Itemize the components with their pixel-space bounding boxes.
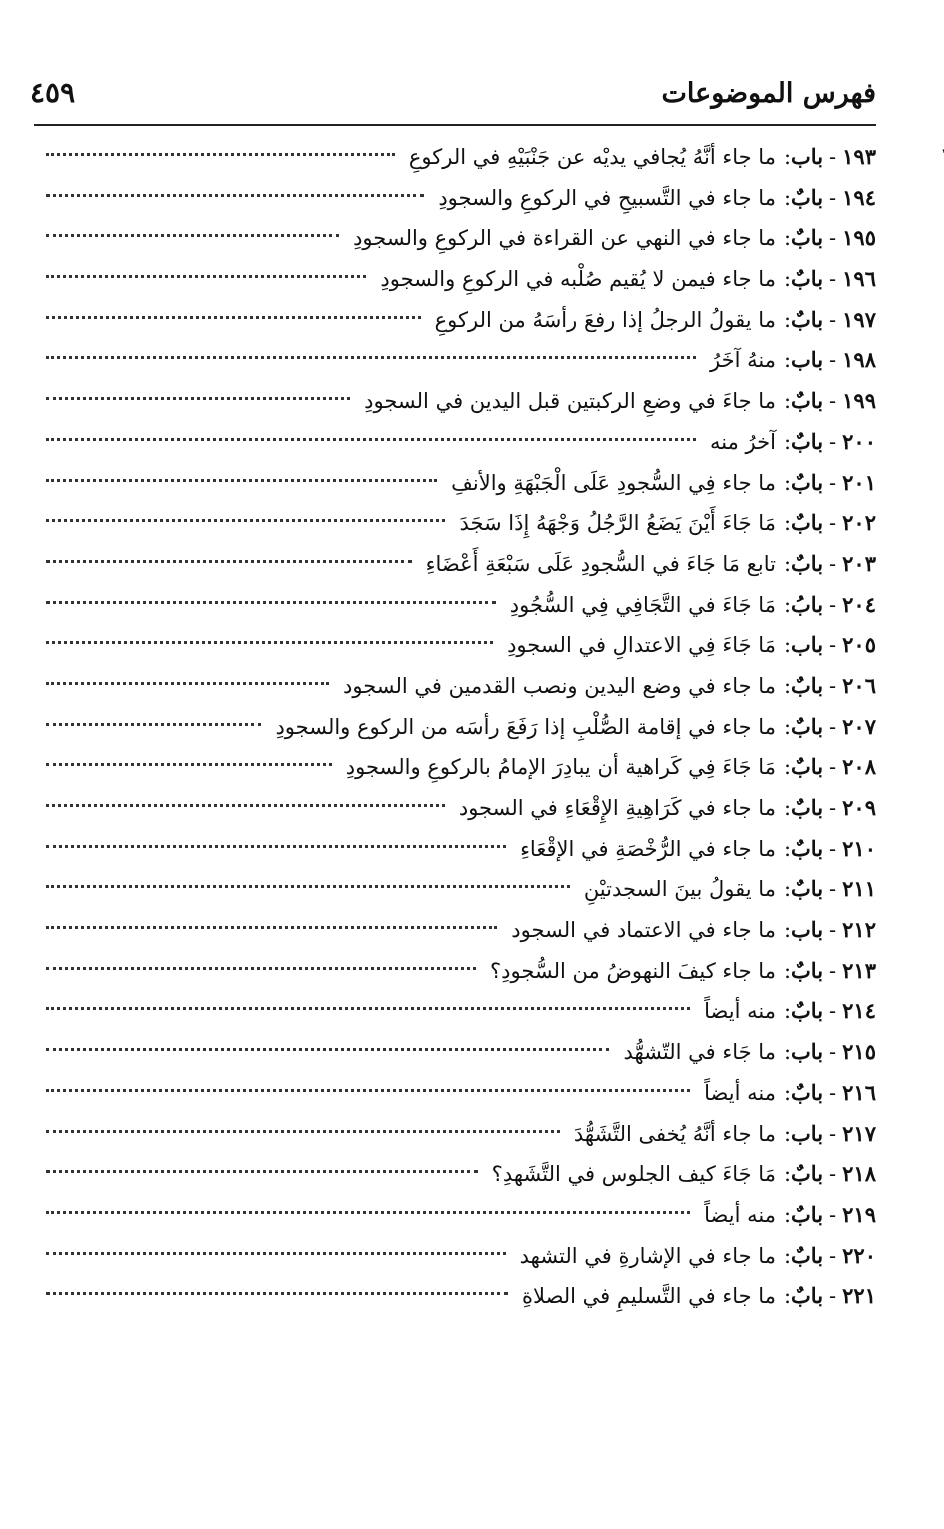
entry-separator: -: [829, 592, 837, 617]
entry-number: ٢٠٢: [842, 510, 876, 536]
entry-separator: -: [829, 511, 837, 536]
entry-title: ما جاءَ في وضعِ الركبتين قبل اليدين في السجودِ: [364, 389, 776, 414]
entry-separator: -: [829, 185, 837, 210]
entry-number: ٢٢٠: [842, 1242, 876, 1268]
entry-number: ٢١٤: [842, 998, 876, 1024]
entry-separator: -: [829, 796, 837, 820]
entry-chapter-label: بابٌ: [791, 876, 824, 902]
entry-colon: :: [783, 1284, 792, 1309]
entry-title: منه أيضاً: [704, 1080, 776, 1105]
entry-title: ما جاء كيفَ النهوضُ من السُّجودِ؟: [490, 958, 776, 983]
entry-title: ما جاء في النهي عن القراءة في الركوعِ والسجودِ: [353, 226, 776, 251]
entry-number: ٢٠٨: [842, 754, 876, 780]
entry-colon: :: [783, 673, 792, 698]
entry-number: ٢٠٠: [842, 428, 876, 454]
entry-number: ٢٢١: [842, 1283, 876, 1309]
entry-colon: :: [783, 389, 792, 414]
entry-separator: -: [829, 429, 837, 454]
entry-title: مَا جَاءَ فِي كَراهية أن يبادِرَ الإمامُ بالركوعِ والسجودِ: [345, 755, 776, 780]
entry-separator: -: [829, 1202, 837, 1227]
entry-chapter-label: بابُ: [791, 591, 824, 617]
entry-number: ١٩٣: [842, 144, 876, 169]
entry-colon: :: [783, 551, 792, 576]
entry-number: ١٩٧: [842, 306, 876, 332]
entry-chapter-label: باب: [791, 347, 824, 373]
entry-title: منه أيضاً: [704, 1202, 776, 1227]
entry-number: ٢٠٤: [842, 591, 876, 617]
entry-colon: :: [783, 918, 792, 943]
entry-number: ١٩٥: [842, 225, 876, 251]
entry-colon: :: [783, 1202, 792, 1227]
entry-chapter-label: بابٌ: [791, 1242, 824, 1268]
entry-title: مَا جَاءَ أَيْنَ يَضَعُ الرَّجُلُ وَجْهَهُ إِذَا سَجَدَ: [459, 511, 776, 536]
entry-colon: :: [783, 470, 792, 495]
entry-separator: -: [829, 267, 837, 292]
entry-chapter-label: بابٌ: [791, 1283, 824, 1309]
entry-number: ٢٠٩: [842, 795, 876, 820]
entry-title: ما جَاء في التّشهُّد: [623, 1040, 776, 1065]
entry-chapter-label: باب: [791, 917, 824, 943]
entry-title: ما جاء في وضع اليدين ونصب القدمين في السجود: [343, 673, 776, 698]
entry-number: ٢٠٥: [842, 632, 876, 658]
entry-number: ٢١٨: [842, 1161, 876, 1187]
entry-separator: -: [829, 877, 837, 902]
entry-number: ١٩٩: [842, 388, 876, 414]
entry-chapter-label: بابٌ: [791, 388, 824, 414]
entry-separator: -: [829, 1121, 837, 1146]
entry-title: ما جاء فيمن لا يُقيم صُلْبه في الركوعِ والسجودِ: [380, 267, 776, 292]
entry-title: تابع مَا جَاءَ في السُّجودِ عَلَى سَبْعَةِ أَعْضَاءِ: [425, 551, 776, 576]
toc-entry: [34, 1276, 876, 1317]
entry-chapter-label: بابٌ: [791, 1161, 824, 1187]
entry-colon: :: [783, 755, 792, 780]
entry-title: ما جاء فِي السُّجودِ عَلَى الْجَبْهَةِ والأنفِ: [451, 470, 776, 495]
entry-colon: :: [783, 1121, 792, 1146]
entry-chapter-label: بابٌ: [791, 835, 824, 861]
entry-colon: :: [783, 429, 792, 454]
entry-chapter-label: بابٌ: [791, 998, 824, 1024]
entry-number: ٢٠١: [842, 469, 876, 495]
entry-chapter-label: باب: [791, 1120, 824, 1146]
entry-chapter-label: باب: [791, 144, 824, 169]
entry-colon: :: [783, 307, 792, 332]
entry-colon: :: [783, 511, 792, 536]
entry-colon: :: [783, 796, 792, 820]
header-rule: [34, 124, 876, 126]
entry-number: ٢١٥: [842, 1039, 876, 1065]
page-number: ٤٥٩: [30, 76, 76, 109]
entry-separator: -: [829, 1080, 837, 1105]
entry-title: ما جاء في كَرَاهِيةِ الإِقْعَاءِ في السجود: [458, 796, 776, 820]
entry-number: ٢١٠: [842, 835, 876, 861]
entry-title: ما جاء أنَّهُ يُخفى التَّشَهُّدَ: [573, 1121, 776, 1146]
entry-title: مَا جَاءَ في التَّجَافِي فِي السُّجُودِ: [509, 592, 776, 617]
entry-separator: -: [829, 714, 837, 739]
entry-separator: -: [829, 145, 837, 169]
running-title: فهرس الموضوعات: [661, 78, 876, 109]
entry-number: ٢٠٣: [842, 550, 876, 576]
entry-title: ما جاء في التَّسليمِ في الصلاةِ: [522, 1284, 776, 1309]
entry-separator: -: [829, 1162, 837, 1187]
entry-number: ٢١٢: [842, 917, 876, 943]
entry-colon: :: [783, 999, 792, 1024]
entry-separator: -: [829, 307, 837, 332]
entry-number: ٢١٦: [842, 1079, 876, 1105]
entry-chapter-label: بابٌ: [791, 1079, 824, 1105]
entry-title: ما جاء في التَّسبيحِ في الركوعِ والسجودِ: [438, 185, 776, 210]
entry-number: ٢١٩: [842, 1201, 876, 1227]
entry-chapter-label: باب: [791, 632, 824, 658]
entry-separator: -: [829, 633, 837, 658]
entry-separator: -: [829, 348, 837, 373]
entry-separator: -: [829, 389, 837, 414]
entry-number: ١٩٦: [842, 266, 876, 292]
entry-separator: -: [829, 999, 837, 1024]
entry-title: ما جاء في الاعتماد في السجود: [511, 918, 776, 943]
entry-separator: -: [829, 958, 837, 983]
entry-separator: -: [829, 836, 837, 861]
entry-colon: :: [783, 877, 792, 902]
entry-colon: :: [783, 1040, 792, 1065]
entry-separator: -: [829, 755, 837, 780]
entry-title: ما جاء في الرُّخْصَةِ في الإقْعَاءِ: [520, 836, 776, 861]
entry-chapter-label: بابٌ: [791, 713, 824, 739]
entry-colon: :: [783, 836, 792, 861]
entry-chapter-label: بابٌ: [791, 957, 824, 983]
entry-page-number: [34, 137, 944, 1529]
entry-number: ٢١١: [842, 876, 876, 902]
entry-title: منهُ آخَرُ: [710, 348, 776, 373]
entry-separator: -: [829, 551, 837, 576]
entry-chapter-label: بابٌ: [791, 550, 824, 576]
entry-colon: :: [783, 348, 792, 373]
entry-colon: :: [783, 1162, 792, 1187]
entry-colon: :: [783, 226, 792, 251]
entry-title: ما جاء في الإشارةِ في التشهد: [519, 1243, 776, 1268]
entry-colon: :: [783, 185, 792, 210]
entry-title: مَا جَاءَ كيف الجلوس في التَّشَهدِ؟: [491, 1162, 776, 1187]
entry-chapter-label: بابٌ: [791, 795, 824, 820]
entry-chapter-label: بابٌ: [791, 510, 824, 536]
entry-separator: -: [829, 673, 837, 698]
entry-separator: -: [829, 1284, 837, 1309]
entry-number: ٢١٧: [842, 1120, 876, 1146]
entry-colon: :: [783, 1243, 792, 1268]
entry-number: ٢١٣: [842, 957, 876, 983]
entry-colon: :: [783, 592, 792, 617]
entry-chapter-label: بابٌ: [791, 1201, 824, 1227]
entry-chapter-label: بابٌ: [791, 469, 824, 495]
page-header: [30, 74, 876, 118]
entry-title: آخرُ منه: [710, 429, 776, 454]
entry-chapter-label: بابٌ: [791, 672, 824, 698]
entry-number: ١٩٨: [842, 347, 876, 373]
entry-title: ما يقولُ الرجلُ إذا رفعَ رأسَهُ من الركوعِ: [434, 307, 776, 332]
entry-chapter-label: بابٌ: [791, 306, 824, 332]
entry-title: مَا جَاءَ فِي الاعتدالِ في السجودِ: [507, 633, 776, 658]
entry-title: ما جاء في إقامة الصُّلْبِ إذا رَفَعَ رأسَه من الركوع والسجودِ: [275, 714, 776, 739]
entry-colon: :: [783, 714, 792, 739]
entry-colon: :: [783, 633, 792, 658]
entry-chapter-label: بابٌ: [791, 184, 824, 210]
entry-separator: -: [829, 226, 837, 251]
entry-chapter-label: بابٌ: [791, 225, 824, 251]
entry-separator: -: [829, 1040, 837, 1065]
entry-separator: -: [829, 470, 837, 495]
entry-title: ما يقولُ بينَ السجدتيْنِ: [583, 877, 776, 902]
entry-colon: :: [783, 1080, 792, 1105]
entry-colon: :: [783, 267, 792, 292]
entry-separator: -: [829, 1243, 837, 1268]
entry-title: منه أيضاً: [704, 999, 776, 1024]
entry-title: ما جاء أنَّهُ يُجافي يديْه عن جَنْبَيْهِ في الركوعِ: [408, 145, 776, 169]
entry-chapter-label: بابٌ: [791, 754, 824, 780]
entry-separator: -: [829, 918, 837, 943]
entry-number: ٢٠٦: [842, 672, 876, 698]
entry-colon: :: [783, 958, 792, 983]
entry-chapter-label: بابٌ: [791, 266, 824, 292]
entry-chapter-label: بابٌ: [791, 428, 824, 454]
entry-chapter-label: باب: [791, 1039, 824, 1065]
entry-number: ٢٠٧: [842, 713, 876, 739]
entry-number: ١٩٤: [842, 184, 876, 210]
entry-colon: :: [783, 145, 792, 169]
table-of-contents: [34, 137, 876, 1317]
